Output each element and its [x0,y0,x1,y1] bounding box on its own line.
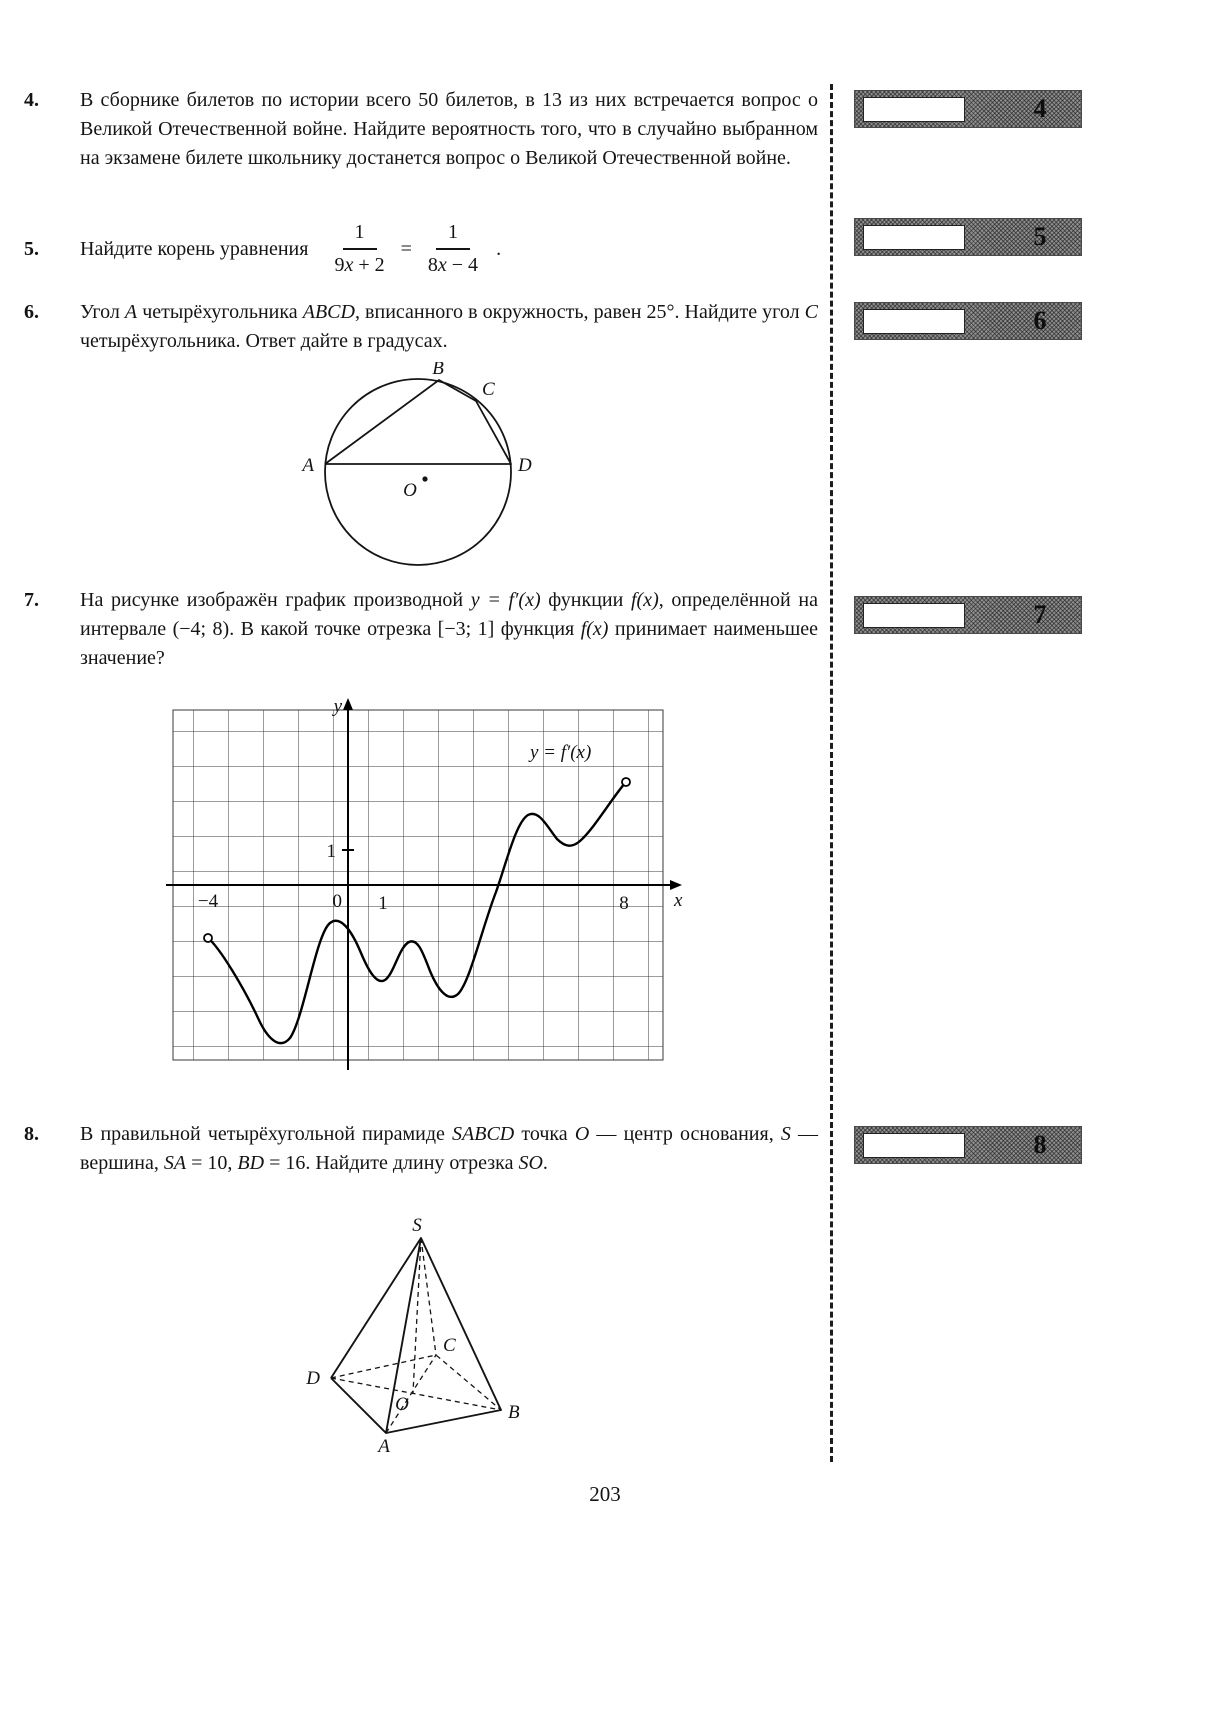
x-tick-label-8: 8 [619,893,629,914]
vertex-label-C: C [482,379,495,400]
center-label-O: O [403,480,417,501]
vertex-label-A: A [302,455,314,476]
problem-7 [24,586,818,673]
vertex-label-C: C [443,1335,456,1356]
vertex-label-S: S [412,1218,422,1236]
answer-input-field-6[interactable] [863,309,965,334]
fraction-left [330,220,388,278]
open-endpoint-left [204,934,212,942]
inscribed-quadrilateral-figure [298,362,542,580]
problem-5 [24,220,818,278]
text-segment: На рисунке изображён график производной [80,589,471,611]
text-segment: f(x) [630,589,659,611]
text-segment: BD [237,1152,265,1174]
answer-box-number: 8 [1033,1130,1047,1159]
vertex-label-D: D [518,455,532,476]
text-segment: SO [518,1152,543,1174]
fraction-numerator: 1 [436,220,470,250]
origin-label: 0 [332,891,342,912]
problem-8 [24,1120,818,1178]
text-segment: четырёхугольника. Ответ дайте в градусах. [80,330,448,352]
y-tick-label-1: 1 [326,841,336,862]
problem-4 [24,86,818,173]
problem-7-text [80,586,818,673]
x-tick-label-minus4: −4 [197,891,219,912]
fraction-right [424,220,482,278]
answer-box-number: 7 [1033,600,1047,629]
answer-box-number: 5 [1033,222,1047,251]
problem-5-text: Найдите корень уравнения [80,237,309,260]
page-number: 203 [589,1482,621,1506]
x-axis-label: x [674,890,683,911]
text-segment: функции [540,589,631,611]
y-axis-arrow [343,698,353,710]
text-segment: , определённой на интервале (−4; 8). В какой точке отрезка [−3; 1] функция [80,589,818,640]
pyramid-figure [296,1218,546,1460]
answer-box-4 [854,90,1082,128]
problem-6 [24,298,818,356]
text-segment: — вершина, [80,1123,818,1174]
text-segment: SA [163,1152,187,1174]
problem-8-number: 8. [24,1123,39,1145]
answer-input-field-7[interactable] [863,603,965,628]
text-segment: . [542,1152,548,1174]
answer-box-6 [854,302,1082,340]
text-segment: ABCD [302,301,355,323]
text-segment: A [124,301,138,323]
visible-edges [331,1238,501,1433]
text-segment: принимает наименьшее значение? [80,618,819,669]
text-segment: = 10, [186,1152,238,1174]
text-segment: C [804,301,818,323]
answer-box-5 [854,218,1082,256]
problem-7-number: 7. [24,589,39,611]
derivative-graph-figure [158,696,698,1096]
answer-box-number: 6 [1033,306,1047,335]
problem-4-number: 4. [24,89,39,111]
fraction-numerator: 1 [343,220,377,250]
answer-input-field-8[interactable] [863,1133,965,1158]
text-segment: , вписанного в окружность, равен 25°. Найдите угол [354,301,805,323]
sentence-period: . [496,237,502,260]
equals-sign: = [400,237,412,260]
text-segment: S [780,1123,791,1145]
text-segment: точка [514,1123,575,1145]
text-segment: Угол [80,301,125,323]
vertex-label-A: A [378,1436,390,1457]
text-segment: y = f′(x) [470,589,541,611]
answer-input-field-4[interactable] [863,97,965,122]
open-endpoint-right [622,778,630,786]
vertex-label-B: B [508,1402,520,1423]
y-axis-label: y [333,696,342,717]
fraction-denominator: 8x − 4 [427,254,479,276]
fraction-denominator: 9x + 2 [334,254,385,276]
problem-8-text [80,1120,818,1178]
circle [325,379,511,565]
text-segment: SABCD [452,1123,515,1145]
center-dot [422,476,427,481]
dashed-divider [830,84,833,1462]
center-label-O: O [395,1394,409,1415]
x-tick-label-1: 1 [378,893,388,914]
problem-4-text: В сборнике билетов по истории всего 50 билетов, в 13 из них встречается вопрос о Великой Отечественной войне. Найдите вероятность того, что в случайно выбранном на экзамене билете школьнику достанется вопрос о Великой Отечественной войне. [80,89,818,169]
answer-input-field-5[interactable] [863,225,965,250]
text-segment: f(x) [580,618,609,640]
problem-6-text [80,298,818,356]
text-segment: = 16. Найдите длину отрезка [264,1152,519,1174]
answer-box-7 [854,596,1082,634]
text-segment: В правильной четырёхугольной пирамиде [80,1123,453,1145]
answer-box-8 [854,1126,1082,1164]
problem-5-number: 5. [24,237,39,260]
text-segment: четырёхугольника [137,301,303,323]
answer-box-number: 4 [1033,94,1047,123]
problem-6-number: 6. [24,301,39,323]
text-segment: — центр основания, [589,1123,781,1145]
curve-label: y = f′(x) [530,742,592,763]
vertex-label-D: D [306,1368,320,1389]
x-axis-arrow [670,880,682,890]
vertex-label-B: B [432,362,444,379]
text-segment: O [574,1123,590,1145]
